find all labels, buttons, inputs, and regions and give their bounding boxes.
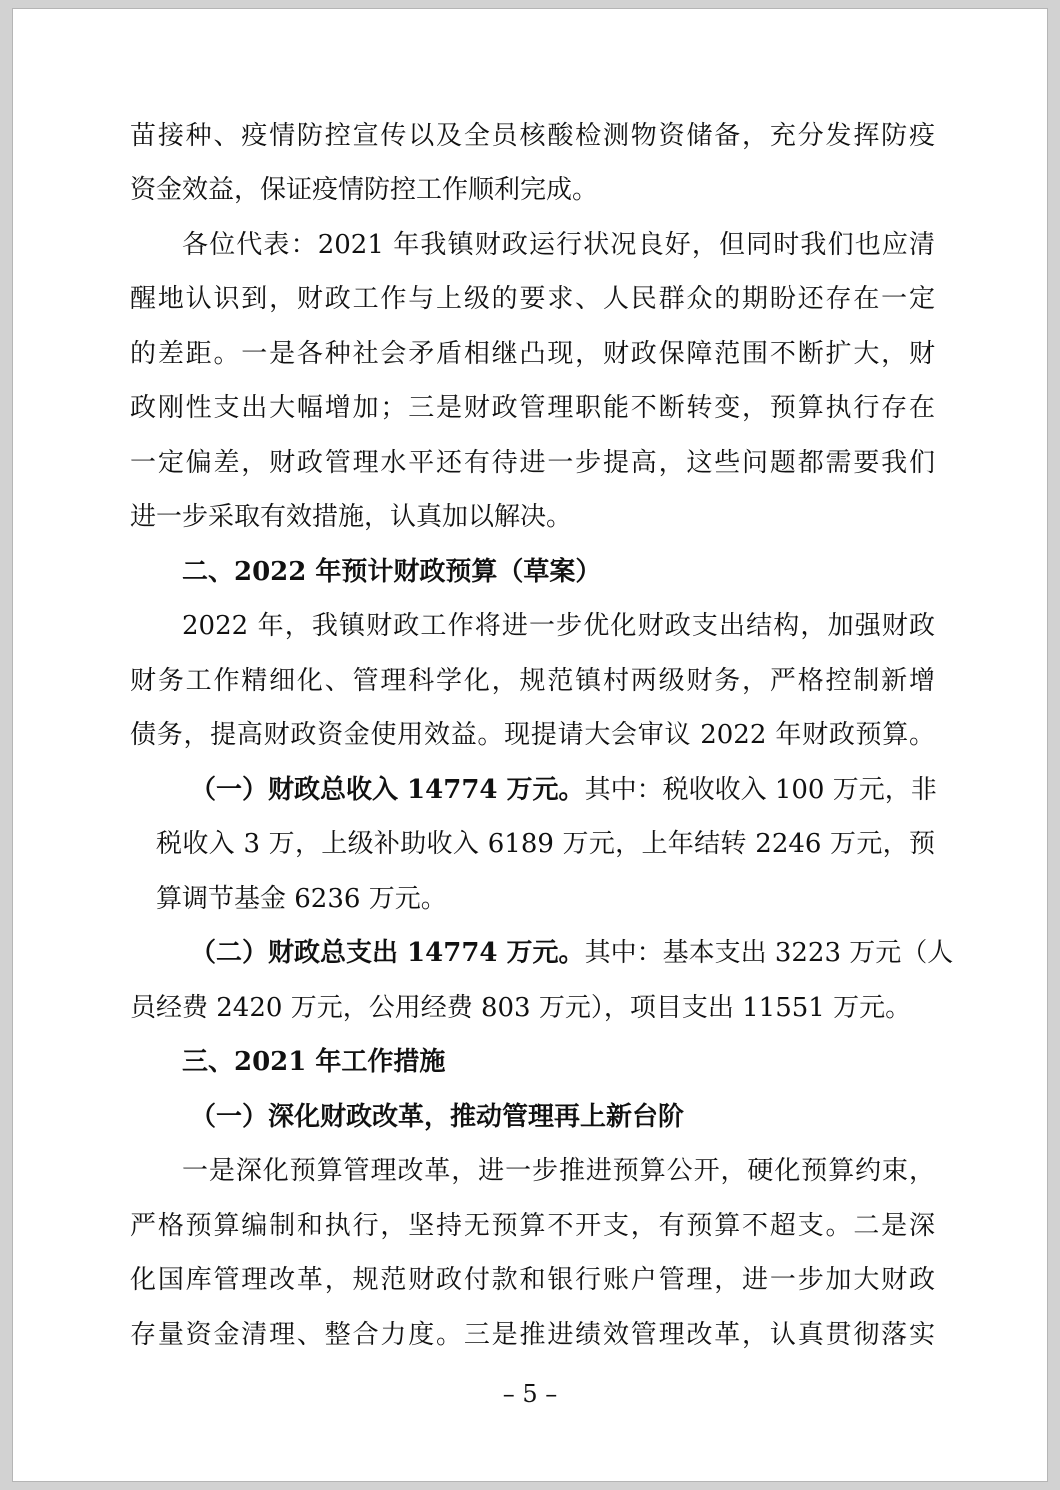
body-line: 2022 年，我镇财政工作将进一步优化财政支出结构，加强财政 [182,611,935,641]
body-line: 化国库管理改革，规范财政付款和银行账户管理，进一步加大财政 [130,1265,935,1295]
expense-text: 其中：基本支出 3223 万元（人 [584,938,954,968]
body-line: 进一步采取有效措施，认真加以解决。 [130,502,573,532]
body-line: 醒地认识到，财政工作与上级的要求、人民群众的期盼还存在一定 [130,284,935,314]
body-line: 税收入 3 万，上级补助收入 6189 万元，上年结转 2246 万元，预 [156,829,935,859]
section-heading: 三、2021 年工作措施 [182,1047,446,1077]
body-line: 财务工作精细化、管理科学化，规范镇村两级财务，严格控制新增 [130,666,935,696]
body-line: 政刚性支出大幅增加；三是财政管理职能不断转变，预算执行存在 [130,393,935,423]
expense-heading: （二）财政总支出 14774 万元。 [190,938,585,968]
body-line: 严格预算编制和执行，坚持无预算不开支，有预算不超支。二是深 [130,1211,935,1241]
body-line: 存量资金清理、整合力度。三是推进绩效管理改革，认真贯彻落实 [130,1320,935,1350]
body-line: 算调节基金 6236 万元。 [156,884,447,914]
subsection-heading: （一）深化财政改革，推动管理再上新台阶 [190,1102,685,1132]
page-number: – 5 – [502,1380,558,1408]
body-line: 一定偏差，财政管理水平还有待进一步提高，这些问题都需要我们 [130,448,935,478]
income-text: 其中：税收收入 100 万元，非 [584,775,937,805]
income-line [190,770,935,810]
expense-line [190,933,954,973]
section-heading: 二、2022 年预计财政预算（草案） [182,557,602,587]
body-line: 一是深化预算管理改革，进一步推进预算公开，硬化预算约束， [182,1156,935,1186]
body-line: 苗接种、疫情防控宣传以及全员核酸检测物资储备，充分发挥防疫 [130,121,935,151]
income-heading: （一）财政总收入 14774 万元。 [190,775,585,805]
body-line: 的差距。一是各种社会矛盾相继凸现，财政保障范围不断扩大，财 [130,339,935,369]
body-line: 债务，提高财政资金使用效益。现提请大会审议 2022 年财政预算。 [130,720,935,750]
body-line: 各位代表：2021 年我镇财政运行状况良好，但同时我们也应清 [182,230,935,260]
body-line: 员经费 2420 万元，公用经费 803 万元），项目支出 11551 万元。 [130,993,912,1023]
body-line: 资金效益，保证疫情防控工作顺利完成。 [130,175,599,205]
